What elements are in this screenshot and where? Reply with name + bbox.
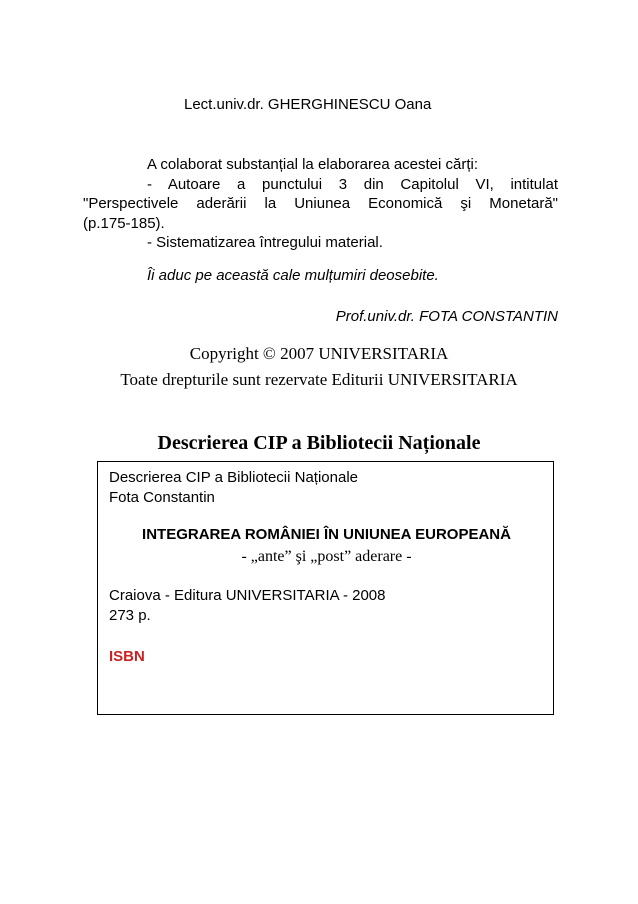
cip-author: Fota Constantin (109, 489, 215, 506)
author-line: Lect.univ.dr. GHERGHINESCU Oana (184, 96, 432, 113)
cip-book-subtitle: - „ante” şi „post” aderare - (241, 548, 412, 565)
signature: Prof.univ.dr. FOTA CONSTANTIN (335, 308, 558, 325)
collaboration-item-1-pages: (p.175-185). (83, 214, 165, 232)
copyright-line: Copyright © 2007 UNIVERSITARIA (189, 344, 449, 363)
cip-publisher: Craiova - Editura UNIVERSITARIA - 2008 (109, 587, 386, 604)
collaboration-note (83, 155, 558, 253)
cip-box (97, 461, 554, 715)
collaboration-intro: A colaborat substanțial la elaborarea acestei cărți: (147, 156, 479, 173)
thanks-line: Îi aduc pe această cale mulțumiri deosebite. (147, 267, 439, 284)
cip-pages: 273 p. (109, 607, 151, 624)
collaboration-item-1-first: - Autoare a punctului 3 din Capitolul VI, intitulat (147, 175, 558, 193)
cip-heading: Descrierea CIP a Bibliotecii Naționale (157, 432, 481, 454)
cip-book-title: INTEGRAREA ROMÂNIEI ÎN UNIUNEA EUROPEANĂ (142, 526, 511, 543)
cip-isbn: ISBN (109, 648, 145, 665)
cip-box-heading: Descrierea CIP a Bibliotecii Naționale (109, 469, 359, 486)
collaboration-item-1-second: "Perspectivele aderării la Uniunea Economică şi Monetară" (83, 195, 558, 212)
collaboration-item-2: - Sistematizarea întregului material. (147, 234, 383, 251)
rights-line: Toate drepturile sunt rezervate Editurii UNIVERSITARIA (120, 370, 518, 389)
